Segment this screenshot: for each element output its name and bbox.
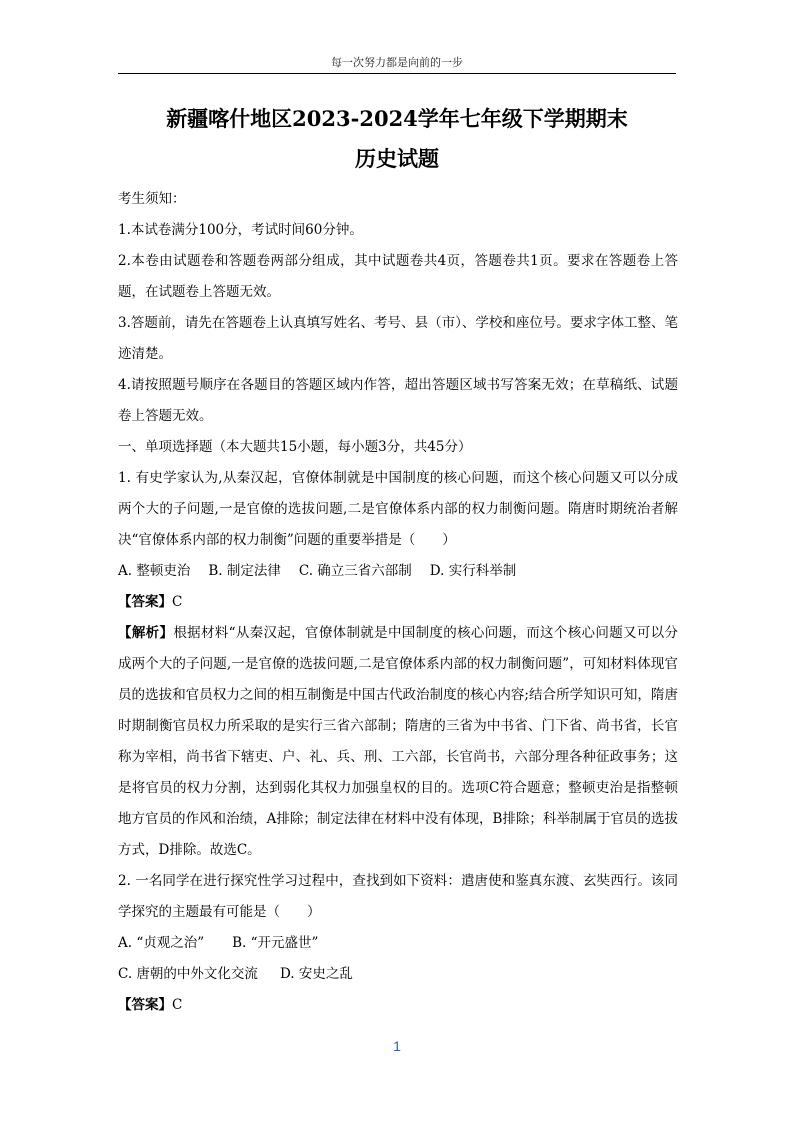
running-header: 每一次努力都是向前的一步 (331, 56, 463, 69)
exam-title: 新疆喀什地区2023-2024学年七年级下学期期末 (166, 106, 628, 131)
question-1-analysis (118, 618, 678, 866)
exam-body (118, 184, 678, 1021)
analysis-text: 根据材料“从秦汉起，官僚体制就是中国制度的核心问题，而这个核心问题又可以分成两个大的子问题,一是官僚的选拔问题,二是官僚体系内部的权力制衡问题”，可知材料体现官员的选拔和官员权力之间的相互制衡是中国古代政治制度的核心内容;结合所学知识可知，隋唐时期制衡官员权力所采取的是实行三省六部制；隋唐的三省为中书省、门下省、尚书省，长官称为宰相，尚书省下辖吏、户、礼、兵、刑、工六部，长官尚书，六部分理各种征政事务；这是将官员的权力分割，达到弱化其权力加强皇权的目的。选项C符合题意；整顿吏治是指整顿地方官员的作风和治绩，A排除；制定法律在材料中没有体现，B排除；科举制属于官员的选拔方式，D排除。故选C。 (118, 625, 678, 858)
section-heading: 一、单项选择题（本大题共15小题，每小题3分，共45分） (118, 439, 472, 455)
option-b: B. “开元盛世” (232, 935, 319, 951)
option-d: D. 安史之乱 (279, 966, 353, 982)
question-2-options-row-2 (118, 959, 678, 990)
notice-item-3: 3.答题前，请先在答题卷上认真填写姓名、考号、县（市）、学校和座位号。要求字体工整、笔迹清楚。 (118, 315, 678, 362)
question-2-stem: 2. 一名同学在进行探究性学习过程中，查找到如下资料：遣唐使和鉴真东渡、玄奘西行。该同学探究的主题最有可能是（ ） (118, 873, 678, 920)
answer-label: 【答案】 (118, 594, 172, 610)
question-2-answer (118, 990, 678, 1021)
page-number: 1 (393, 1038, 401, 1054)
option-d: D. 实行科举制 (429, 563, 517, 579)
question-1-stem: 1. 有史学家认为,从秦汉起，官僚体制就是中国制度的核心问题，而这个核心问题又可以分成两个大的子问题,一是官僚的选拔问题,二是官僚体系内部的权力制衡问题。隋唐时期统治者解决“官僚体系内部的权力制衡”问题的重要举措是（ ） (118, 470, 678, 548)
notice-item-2: 2.本卷由试题卷和答题卷两部分组成，其中试题卷共4页，答题卷共1页。要求在答题卷上答题，在试题卷上答题无效。 (118, 253, 678, 300)
option-a: A. “贞观之治” (118, 935, 205, 951)
answer-value: C (172, 594, 183, 610)
question-1-answer (118, 587, 678, 618)
answer-label: 【答案】 (118, 997, 172, 1013)
header-rule (118, 73, 676, 74)
answer-value: C (172, 997, 183, 1013)
question-2-options-row-1 (118, 928, 678, 959)
exam-subject: 历史试题 (355, 146, 439, 171)
notice-item-1: 1.本试卷满分100分，考试时间60分钟。 (118, 222, 363, 238)
option-a: A. 整顿吏治 (118, 563, 191, 579)
option-c: C. 唐朝的中外文化交流 (118, 966, 258, 982)
option-b: B. 制定法律 (208, 563, 281, 579)
notice-title: 考生须知： (118, 191, 186, 207)
analysis-label: 【解析】 (118, 625, 174, 641)
notice-item-4: 4.请按照题号顺序在各题目的答题区域内作答，超出答题区域书写答案无效；在草稿纸、试题卷上答题无效。 (118, 377, 678, 424)
question-1-options (118, 556, 678, 587)
option-c: C. 确立三省六部制 (298, 563, 412, 579)
